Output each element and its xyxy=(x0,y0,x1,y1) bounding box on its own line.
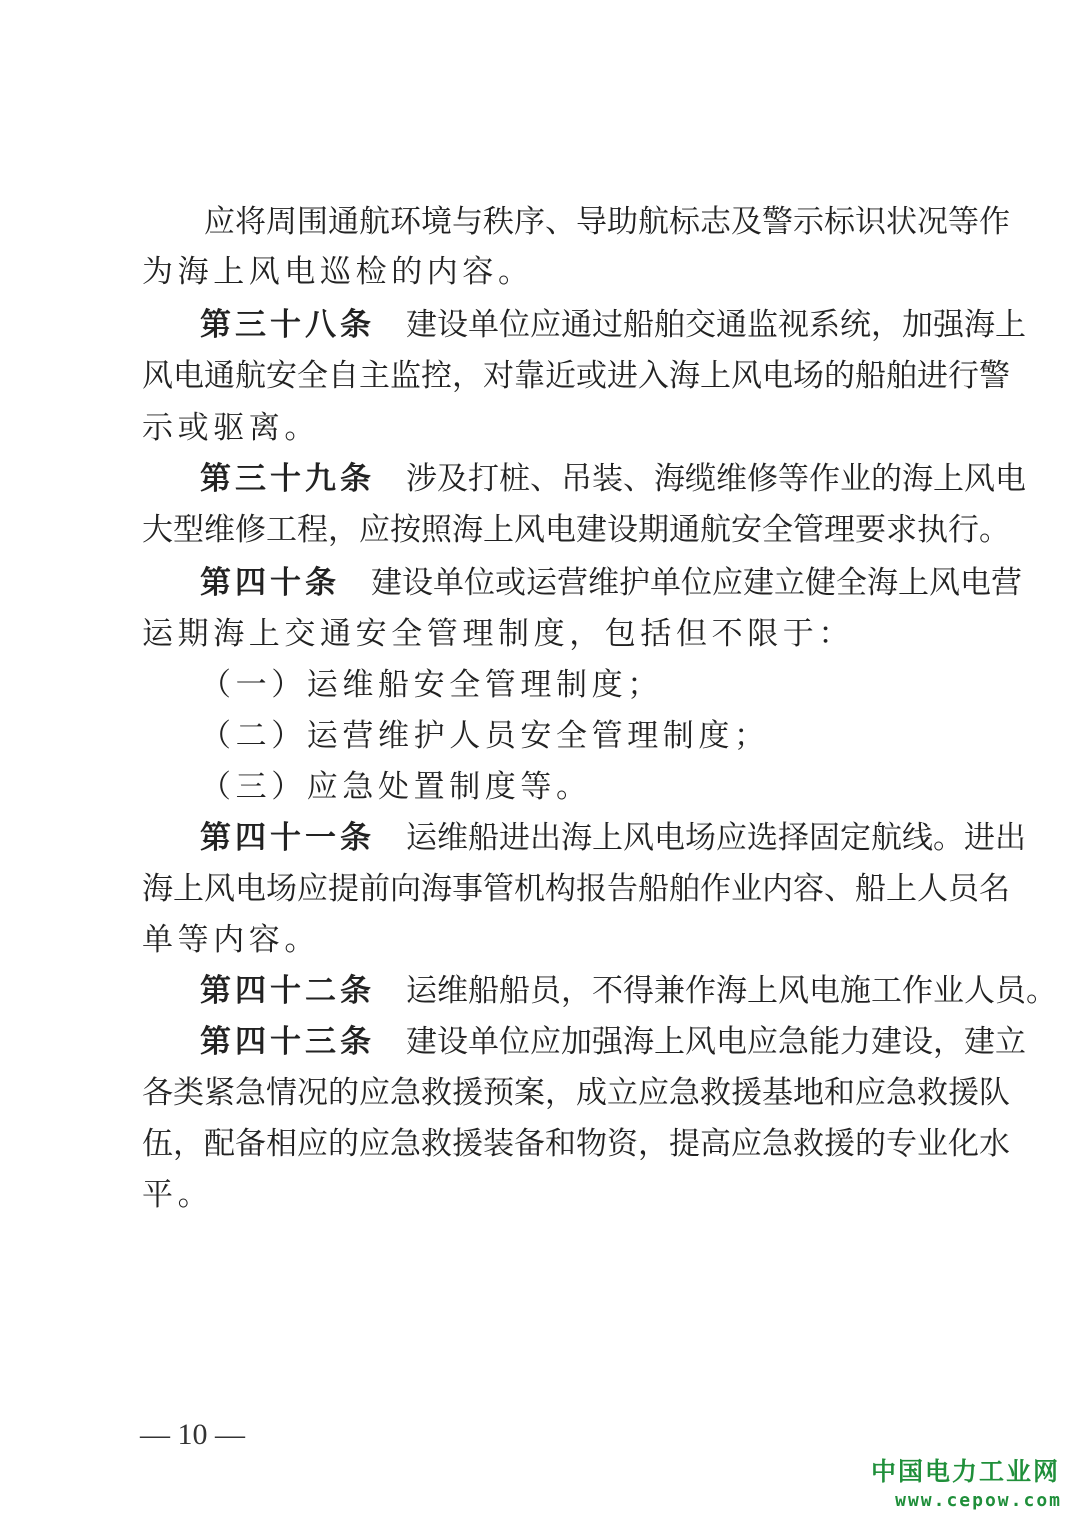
line-text: 建设单位应加强海上风电应急能力建设，建立 xyxy=(375,1024,1026,1060)
line-text: 建设单位或运营维护单位应建立健全海上风电营 xyxy=(340,565,1022,601)
text-line xyxy=(142,408,942,448)
article-40-line xyxy=(200,563,1022,603)
list-item-text: （三）应急处置制度等。 xyxy=(200,769,592,805)
line-text: 大型维修工程，应按照海上风电建设期通航安全管理要求执行。 xyxy=(142,512,1010,548)
article-42-line xyxy=(200,971,1057,1011)
watermark-site-name: 中国电力工业网 xyxy=(870,1457,1060,1486)
text-line xyxy=(142,869,1010,909)
text-line xyxy=(142,356,1010,396)
watermark-url: www.cepow.com xyxy=(895,1490,1062,1511)
article-42-heading: 第四十二条 xyxy=(200,973,375,1009)
text-line xyxy=(142,252,942,292)
article-43-line xyxy=(200,1022,1026,1062)
line-text: 运维船进出海上风电场应选择固定航线。进出 xyxy=(375,820,1026,856)
text-line xyxy=(142,510,1010,550)
article-39-heading: 第三十九条 xyxy=(200,461,375,497)
list-item-text: （二）运营维护人员安全管理制度； xyxy=(200,718,770,754)
line-text: 运维船船员，不得兼作海上风电施工作业人员。 xyxy=(375,973,1057,1009)
line-text: 涉及打桩、吊装、海缆维修等作业的海上风电 xyxy=(375,461,1026,497)
article-38-heading: 第三十八条 xyxy=(200,307,375,343)
list-item xyxy=(200,767,1000,807)
line-text: 示或驱离。 xyxy=(142,410,320,446)
list-item xyxy=(200,665,1000,705)
article-41-heading: 第四十一条 xyxy=(200,820,375,856)
text-line xyxy=(142,202,1010,242)
line-text: 建设单位应通过船舶交通监视系统，加强海上 xyxy=(375,307,1026,343)
article-43-heading: 第四十三条 xyxy=(200,1024,375,1060)
line-text: 海上风电场应提前向海事管机构报告船舶作业内容、船上人员名 xyxy=(142,871,1010,907)
article-40-heading: 第四十条 xyxy=(200,565,340,601)
article-39-line xyxy=(200,459,1026,499)
line-text: 伍，配备相应的应急救援装备和物资，提高应急救援的专业化水 xyxy=(142,1126,1010,1162)
line-text: 风电通航安全自主监控，对靠近或进入海上风电场的船舶进行警 xyxy=(142,358,1010,394)
text-line xyxy=(142,920,942,960)
line-text: 平。 xyxy=(142,1177,214,1213)
line-text: 为海上风电巡检的内容。 xyxy=(142,254,534,290)
text-line xyxy=(142,1073,1010,1113)
line-text: 应将周围通航环境与秩序、导助航标志及警示标识状况等作 xyxy=(142,204,1010,240)
line-text: 各类紧急情况的应急救援预案，成立应急救援基地和应急救援队 xyxy=(142,1075,1010,1111)
line-text: 单等内容。 xyxy=(142,922,320,958)
list-item-text: （一）运维船安全管理制度； xyxy=(200,667,663,703)
text-line xyxy=(142,1124,1010,1164)
line-text: 运期海上交通安全管理制度，包括但不限于： xyxy=(142,616,854,652)
article-38-line xyxy=(200,305,1026,345)
text-line xyxy=(142,1175,942,1215)
page-number: — 10 — xyxy=(140,1418,245,1451)
list-item xyxy=(200,716,1000,756)
text-line xyxy=(142,614,942,654)
article-41-line xyxy=(200,818,1026,858)
